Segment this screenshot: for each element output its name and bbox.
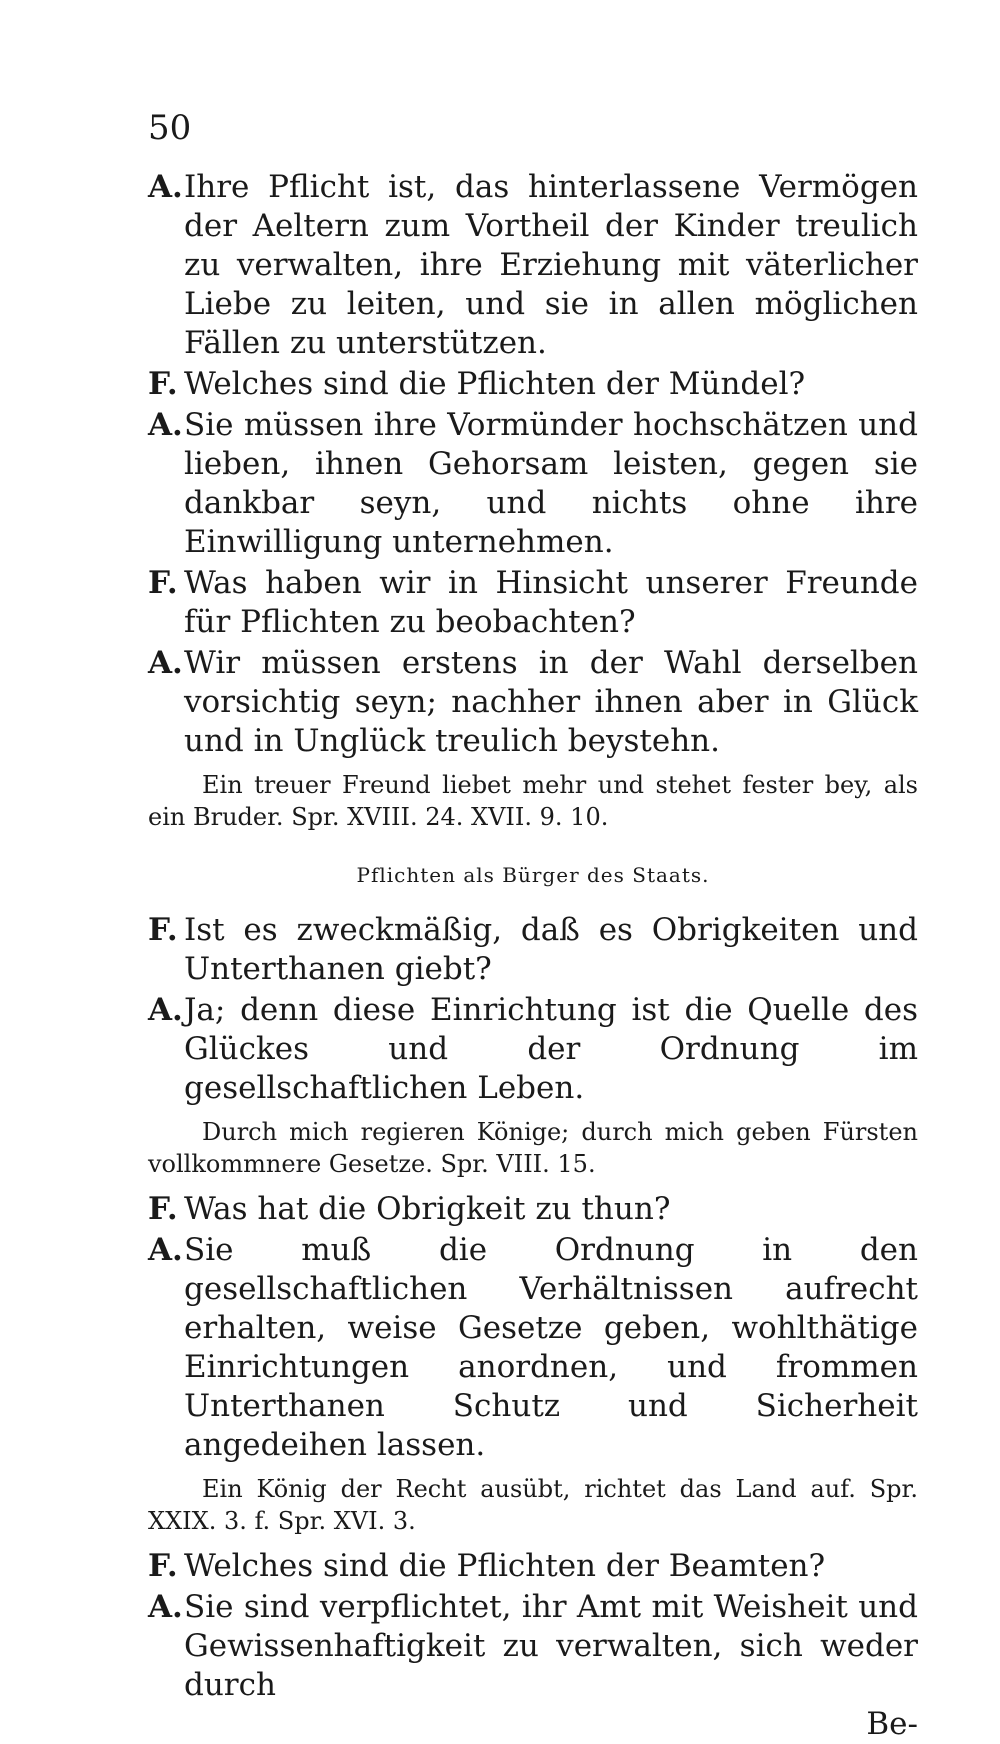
page-body: [148, 168, 918, 1744]
question-marker: F.: [148, 565, 178, 601]
answer-marker: A.: [148, 169, 183, 205]
question-marker: F.: [148, 912, 178, 948]
answer-paragraph: [148, 168, 918, 363]
answer-paragraph: [148, 1588, 918, 1705]
answer-marker: A.: [148, 407, 183, 443]
question-text: Was hat die Obrigkeit zu thun?: [184, 1191, 671, 1227]
question-marker: F.: [148, 366, 178, 402]
answer-marker: A.: [148, 1232, 183, 1268]
answer-text: Sie müssen ihre Vormünder hochschätzen und lieben, ihnen Gehorsam leisten, gegen sie dankbar seyn, und nichts ohne ihre Einwilligung unternehmen.: [184, 407, 918, 560]
page-number: 50: [148, 108, 192, 148]
catchword: Be-: [866, 1706, 918, 1742]
scripture-quote: Ein treuer Freund liebet mehr und stehet fester bey, als ein Bruder. Spr. XVIII. 24. XVII. 9. 10.: [148, 771, 918, 831]
question-text: Ist es zweckmäßig, daß es Obrigkeiten und Unterthanen giebt?: [184, 912, 918, 987]
answer-marker: A.: [148, 645, 183, 681]
question-marker: F.: [148, 1191, 178, 1227]
question-marker: F.: [148, 1548, 178, 1584]
scripture-quote: Ein König der Recht ausübt, richtet das Land auf. Spr. XXIX. 3. f. Spr. XVI. 3.: [148, 1475, 918, 1535]
answer-marker: A.: [148, 1589, 183, 1625]
question-text: Welches sind die Pflichten der Mündel?: [184, 366, 806, 402]
answer-marker: A.: [148, 992, 183, 1028]
question-paragraph: [148, 911, 918, 989]
answer-text: Ihre Pflicht ist, das hinterlassene Vermögen der Aeltern zum Vortheil der Kinder treulich zu verwalten, ihre Erziehung mit väterlicher Liebe zu leiten, und sie in allen möglichen Fällen zu unterstützen.: [184, 169, 918, 361]
answer-paragraph: [148, 406, 918, 562]
question-text: Was haben wir in Hinsicht unserer Freunde für Pflichten zu beobachten?: [184, 565, 918, 640]
question-paragraph: [148, 365, 918, 404]
answer-text: Sie muß die Ordnung in den gesellschaftlichen Verhältnissen aufrecht erhalten, weise Gesetze geben, wohlthätige Einrichtungen anordnen, und frommen Unterthanen Schutz und Sicherheit angedeihen lassen.: [184, 1232, 918, 1463]
section-heading: Pflichten als Bürger des Staats.: [356, 863, 710, 887]
question-paragraph: [148, 1547, 918, 1586]
answer-paragraph: [148, 1231, 918, 1465]
answer-text: Ja; denn diese Einrichtung ist die Quelle des Glückes und der Ordnung im gesellschaftlichen Leben.: [184, 992, 918, 1106]
scripture-quote: Durch mich regieren Könige; durch mich geben Fürsten vollkommnere Gesetze. Spr. VIII. 15.: [148, 1118, 918, 1178]
question-text: Welches sind die Pflichten der Beamten?: [184, 1548, 826, 1584]
answer-paragraph: [148, 644, 918, 761]
answer-paragraph: [148, 991, 918, 1108]
answer-text: Wir müssen erstens in der Wahl derselben vorsichtig seyn; nachher ihnen aber in Glück und in Unglück treulich beystehn.: [184, 645, 918, 759]
question-paragraph: [148, 1190, 918, 1229]
question-paragraph: [148, 564, 918, 642]
answer-text: Sie sind verpflichtet, ihr Amt mit Weisheit und Gewissenhaftigkeit zu verwalten, sich weder durch: [184, 1589, 918, 1703]
